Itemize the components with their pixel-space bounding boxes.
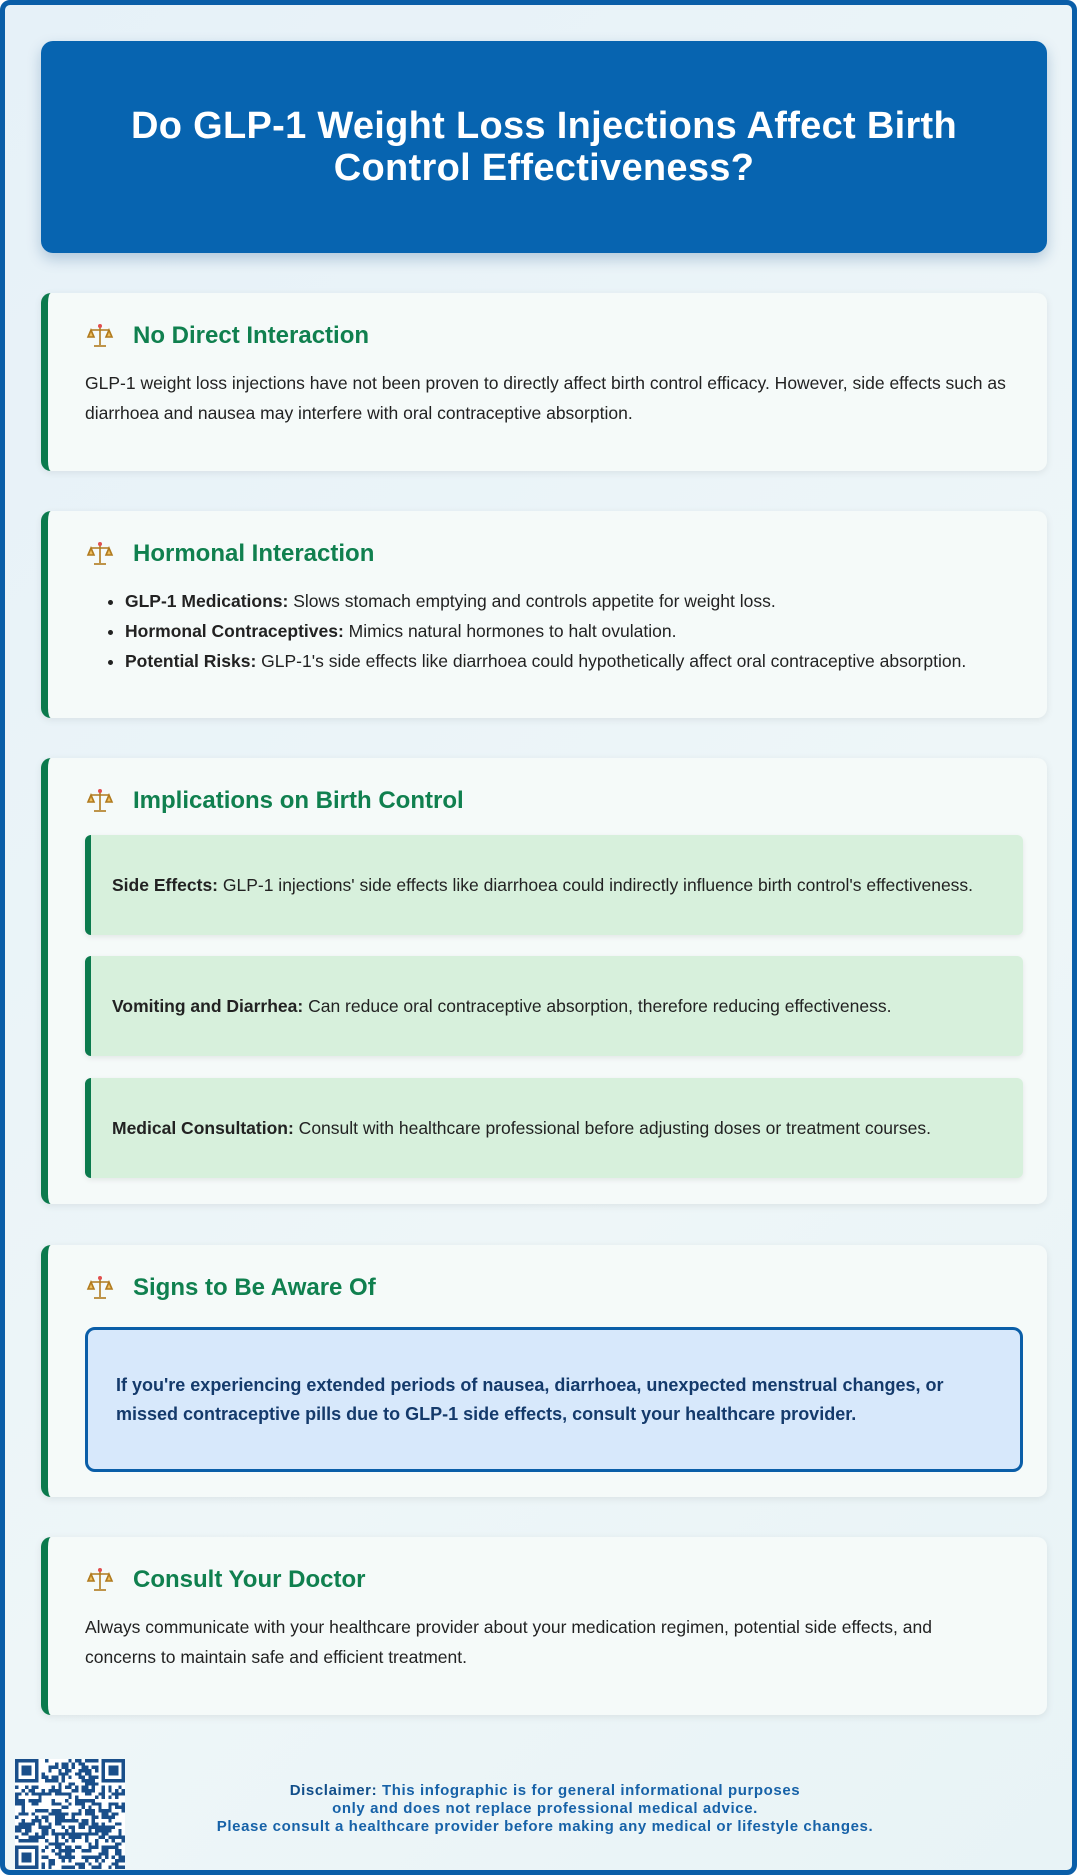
card-consult-doctor <box>41 1537 1047 1715</box>
list-item-term: Potential Risks: <box>125 651 257 671</box>
card-no-direct-interaction <box>41 293 1047 471</box>
balance-scale-icon <box>85 1565 115 1595</box>
card-heading <box>85 786 464 816</box>
list-item <box>125 646 1017 676</box>
footer <box>5 1755 1077 1865</box>
page-title: Do GLP-1 Weight Loss Injections Affect Birth Control Effectiveness? <box>130 105 958 189</box>
implication-text: Consult with healthcare professional before adjusting doses or treatment courses. <box>293 1117 931 1138</box>
section-body: GLP-1 weight loss injections have not been proven to directly affect birth control efficacy. However, side effects such as diarrhoea and nausea may interfere with oral contraceptive absorption. <box>85 373 1006 423</box>
list-item-text: GLP-1's side effects like diarrhoea could hypothetically affect oral contraceptive absorption. <box>256 651 967 671</box>
card-heading <box>85 1565 365 1595</box>
card-signs <box>41 1245 1047 1497</box>
implication-term: Side Effects: <box>112 874 218 895</box>
alert-text: If you're experiencing extended periods of nausea, diarrhoea, unexpected menstrual changes, or missed contraceptive pills due to GLP-1 side effects, consult your healthcare provider. <box>116 1374 944 1424</box>
card-hormonal-interaction <box>41 511 1047 718</box>
section-title: Consult Your Doctor <box>133 1566 366 1593</box>
implication-text: GLP-1 injections' side effects like diarrhoea could indirectly influence birth control's effectiveness. <box>218 874 974 895</box>
card-heading <box>85 1273 376 1303</box>
implication-box <box>85 956 1023 1056</box>
section-body: Always communicate with your healthcare provider about your medication regimen, potential side effects, and concerns to maintain safe and efficient treatment. <box>85 1617 932 1667</box>
section-title: No Direct Interaction <box>133 322 370 349</box>
list-item-text: Mimics natural hormones to halt ovulation. <box>343 621 677 641</box>
qr-code-icon[interactable] <box>15 1759 125 1869</box>
balance-scale-icon <box>85 539 115 569</box>
list-item <box>125 586 1017 616</box>
card-implications <box>41 758 1047 1204</box>
section-title: Hormonal Interaction <box>133 540 375 567</box>
warning-alert-box <box>85 1327 1023 1472</box>
list-item-text: Slows stomach emptying and controls appetite for weight loss. <box>288 591 776 611</box>
disclaimer <box>195 1782 895 1836</box>
disclaimer-text: This infographic is for general informational purposes <box>377 1782 801 1799</box>
section-title: Implications on Birth Control <box>133 787 464 814</box>
card-heading <box>85 321 369 351</box>
implication-box <box>85 835 1023 935</box>
implication-term: Vomiting and Diarrhea: <box>112 995 304 1016</box>
disclaimer-text: only and does not replace professional medical advice. <box>332 1800 758 1817</box>
implication-text: Can reduce oral contraceptive absorption, therefore reducing effectiveness. <box>303 995 892 1016</box>
list-item <box>125 616 1017 646</box>
list-item-term: GLP-1 Medications: <box>125 591 289 611</box>
disclaimer-text: Please consult a healthcare provider before making any medical or lifestyle changes. <box>216 1818 874 1835</box>
balance-scale-icon <box>85 321 115 351</box>
implication-term: Medical Consultation: <box>112 1117 294 1138</box>
implication-box <box>85 1078 1023 1178</box>
hormonal-list <box>125 586 1017 676</box>
balance-scale-icon <box>85 786 115 816</box>
section-title: Signs to Be Aware Of <box>133 1274 376 1301</box>
header-banner <box>41 41 1047 253</box>
list-item-term: Hormonal Contraceptives: <box>125 621 344 641</box>
card-heading <box>85 539 374 569</box>
balance-scale-icon <box>85 1273 115 1303</box>
disclaimer-label: Disclaimer: <box>289 1782 378 1799</box>
